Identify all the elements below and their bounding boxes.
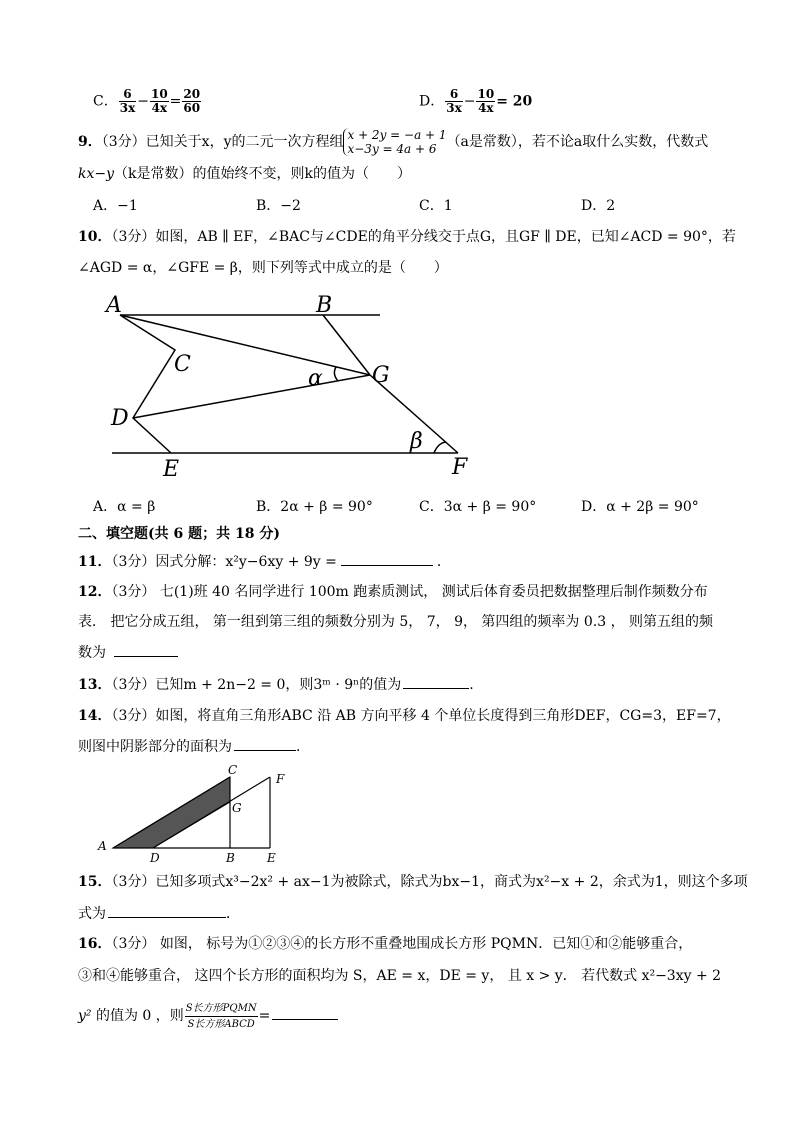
- answer-blank: [234, 736, 296, 751]
- question-text: （a是常数），若不论a取什么实数，代数式: [446, 134, 709, 150]
- answer-blank: [272, 1005, 338, 1020]
- option-label: C．: [93, 93, 118, 110]
- question-11: [78, 551, 451, 572]
- denominator: S长方形ABCD: [187, 1018, 255, 1030]
- question-16-line2: ③和④能够重合， 这四个长方形的面积均为 S，AE = x，DE = y， 且 x > y． 若代数式 x²−3xy + 2: [78, 968, 722, 984]
- point-label-c: C: [174, 352, 191, 377]
- numerator: 10: [477, 87, 495, 101]
- fraction: [476, 88, 495, 115]
- punctuation: ．: [226, 906, 240, 922]
- question-16-line3: [78, 998, 338, 1034]
- option-d: D．2: [581, 198, 616, 214]
- math-expr: y²: [78, 1008, 92, 1024]
- equation-system: [343, 128, 446, 156]
- answer-blank: [108, 903, 226, 918]
- section-title: 二、填空题(共 6 题；共 18 分): [78, 526, 280, 542]
- question-12-line2: 表． 把它分成五组， 第一组到第三组的频数分别为 5， 7， 9， 第四组的频率为 0.3 ， 则第五组的频: [78, 614, 714, 630]
- question-14-line2: [78, 736, 310, 757]
- question-text: （3分）已知多项式x³−2x² + ax−1为被除式，除式为bx−1，商式为x²−x + 2，余式为1，则这个多项: [111, 874, 748, 890]
- fraction: [445, 88, 463, 115]
- numerator: 20: [183, 87, 201, 101]
- denominator: 4x: [151, 101, 168, 115]
- question-score: （3分）: [101, 134, 146, 150]
- question-text: （3分）如图，AB ∥ EF，∠BAC与∠CDE的角平分线交于点G，且GF ∥ DE，已知∠ACD = 90°，若: [111, 229, 736, 245]
- option-b: B．−2: [256, 198, 301, 214]
- fraction: [182, 88, 201, 115]
- operator: =: [258, 1008, 271, 1024]
- question-text: （3分）如图，将直角三角形ABC 沿 AB 方向平移 4 个单位长度得到三角形DEF，CG=3，EF=7，: [111, 708, 731, 724]
- point-label-f: F: [276, 772, 285, 786]
- question-text: 已知关于x，y的二元一次方程组: [145, 134, 344, 150]
- angle-label-alpha: α: [308, 366, 323, 391]
- option-label: D．: [419, 93, 445, 110]
- numerator: 6: [119, 88, 137, 102]
- point-label-e: E: [267, 851, 276, 865]
- rhs: = 20: [496, 93, 533, 110]
- option-a: A．−1: [93, 198, 138, 214]
- point-label-a: A: [98, 839, 107, 853]
- question-text: 式为: [78, 906, 106, 922]
- point-label-c: C: [228, 763, 238, 777]
- math-expr: kx−y: [78, 166, 115, 182]
- question-text: 的值为 0 ，则: [95, 1008, 184, 1024]
- area-ratio-fraction: [185, 1001, 258, 1032]
- question-text: 则图中阴影部分的面积为: [78, 739, 232, 755]
- question-10-line2: ∠AGD = α，∠GFE = β，则下列等式中成立的是（ ）: [78, 260, 448, 276]
- question-text: （k是常数）的值始终不变，则k的值为（ ）: [114, 166, 411, 182]
- answer-blank: [403, 674, 469, 689]
- point-label-g: G: [232, 801, 242, 815]
- question-number: 16．: [78, 936, 112, 952]
- denominator: 4x: [478, 101, 494, 115]
- punctuation: ．: [436, 554, 451, 570]
- point-label-d: D: [111, 406, 129, 431]
- point-label-e: E: [163, 457, 180, 482]
- question-16: [78, 934, 692, 954]
- point-label-b: B: [226, 851, 235, 865]
- question-number: 13．: [78, 677, 112, 693]
- equation: x + 2y = −a + 1: [347, 128, 447, 142]
- question-14: [78, 706, 731, 726]
- point-label-g: G: [372, 363, 390, 388]
- question-number: 10．: [78, 229, 112, 245]
- answer-blank: [114, 642, 178, 657]
- option-c: C．1: [419, 198, 453, 214]
- q10-figure: [0, 285, 794, 485]
- question-number: 9．: [78, 134, 102, 150]
- q8-option-c: [93, 88, 202, 115]
- question-number: 14．: [78, 708, 112, 724]
- angle-label-beta: β: [410, 429, 423, 454]
- punctuation: .: [469, 677, 474, 693]
- q8-option-d: [419, 88, 532, 115]
- question-number: 11．: [78, 554, 112, 570]
- denominator: 60: [183, 101, 201, 115]
- question-9-line2: [78, 164, 411, 184]
- question-15: [78, 872, 748, 892]
- question-number: 12．: [78, 584, 112, 600]
- question-text: （3分）已知m + 2n−2 = 0，则3ᵐ · 9ⁿ的值为: [111, 677, 402, 693]
- point-label-d: D: [150, 851, 160, 865]
- answer-blank: [341, 551, 433, 566]
- fraction: [150, 88, 169, 115]
- question-text: （3分） 如图， 标号为①②③④的长方形不重叠地围成长方形 PQMN．已知①和②能够重合，: [111, 936, 693, 952]
- option-b: B．2α + β = 90°: [256, 499, 373, 515]
- numerator: 10: [150, 87, 168, 101]
- operator: −: [463, 93, 476, 110]
- q14-figure: [0, 760, 794, 870]
- denominator: 3x: [119, 101, 136, 115]
- equation: x−3y = 4a + 6: [347, 142, 437, 156]
- question-12: [78, 582, 708, 602]
- numerator: 6: [445, 88, 463, 102]
- question-12-line3: [78, 642, 178, 663]
- operator: −: [137, 93, 149, 110]
- numerator: S长方形PQMN: [185, 1001, 258, 1017]
- option-c: C．3α + β = 90°: [419, 499, 537, 515]
- question-9: [78, 128, 708, 156]
- question-15-line2: [78, 903, 240, 924]
- question-number: 15．: [78, 874, 112, 890]
- point-label-b: B: [316, 293, 333, 318]
- point-label-a: A: [106, 293, 122, 318]
- option-a: A．α = β: [93, 499, 156, 515]
- point-label-f: F: [452, 455, 468, 480]
- question-13: [78, 674, 474, 695]
- question-10: [78, 227, 736, 247]
- question-text: （3分）因式分解：x²y−6xy + 9y =: [111, 554, 337, 570]
- punctuation: ．: [296, 739, 310, 755]
- question-text: （3分） 七(1)班 40 名同学进行 100m 跑素质测试， 测试后体育委员把数据整理后制作频数分布: [111, 584, 708, 600]
- question-text: 数为: [78, 645, 106, 661]
- operator: =: [169, 93, 182, 110]
- option-d: D．α + 2β = 90°: [581, 499, 699, 515]
- fraction: [119, 88, 137, 115]
- denominator: 3x: [446, 101, 462, 115]
